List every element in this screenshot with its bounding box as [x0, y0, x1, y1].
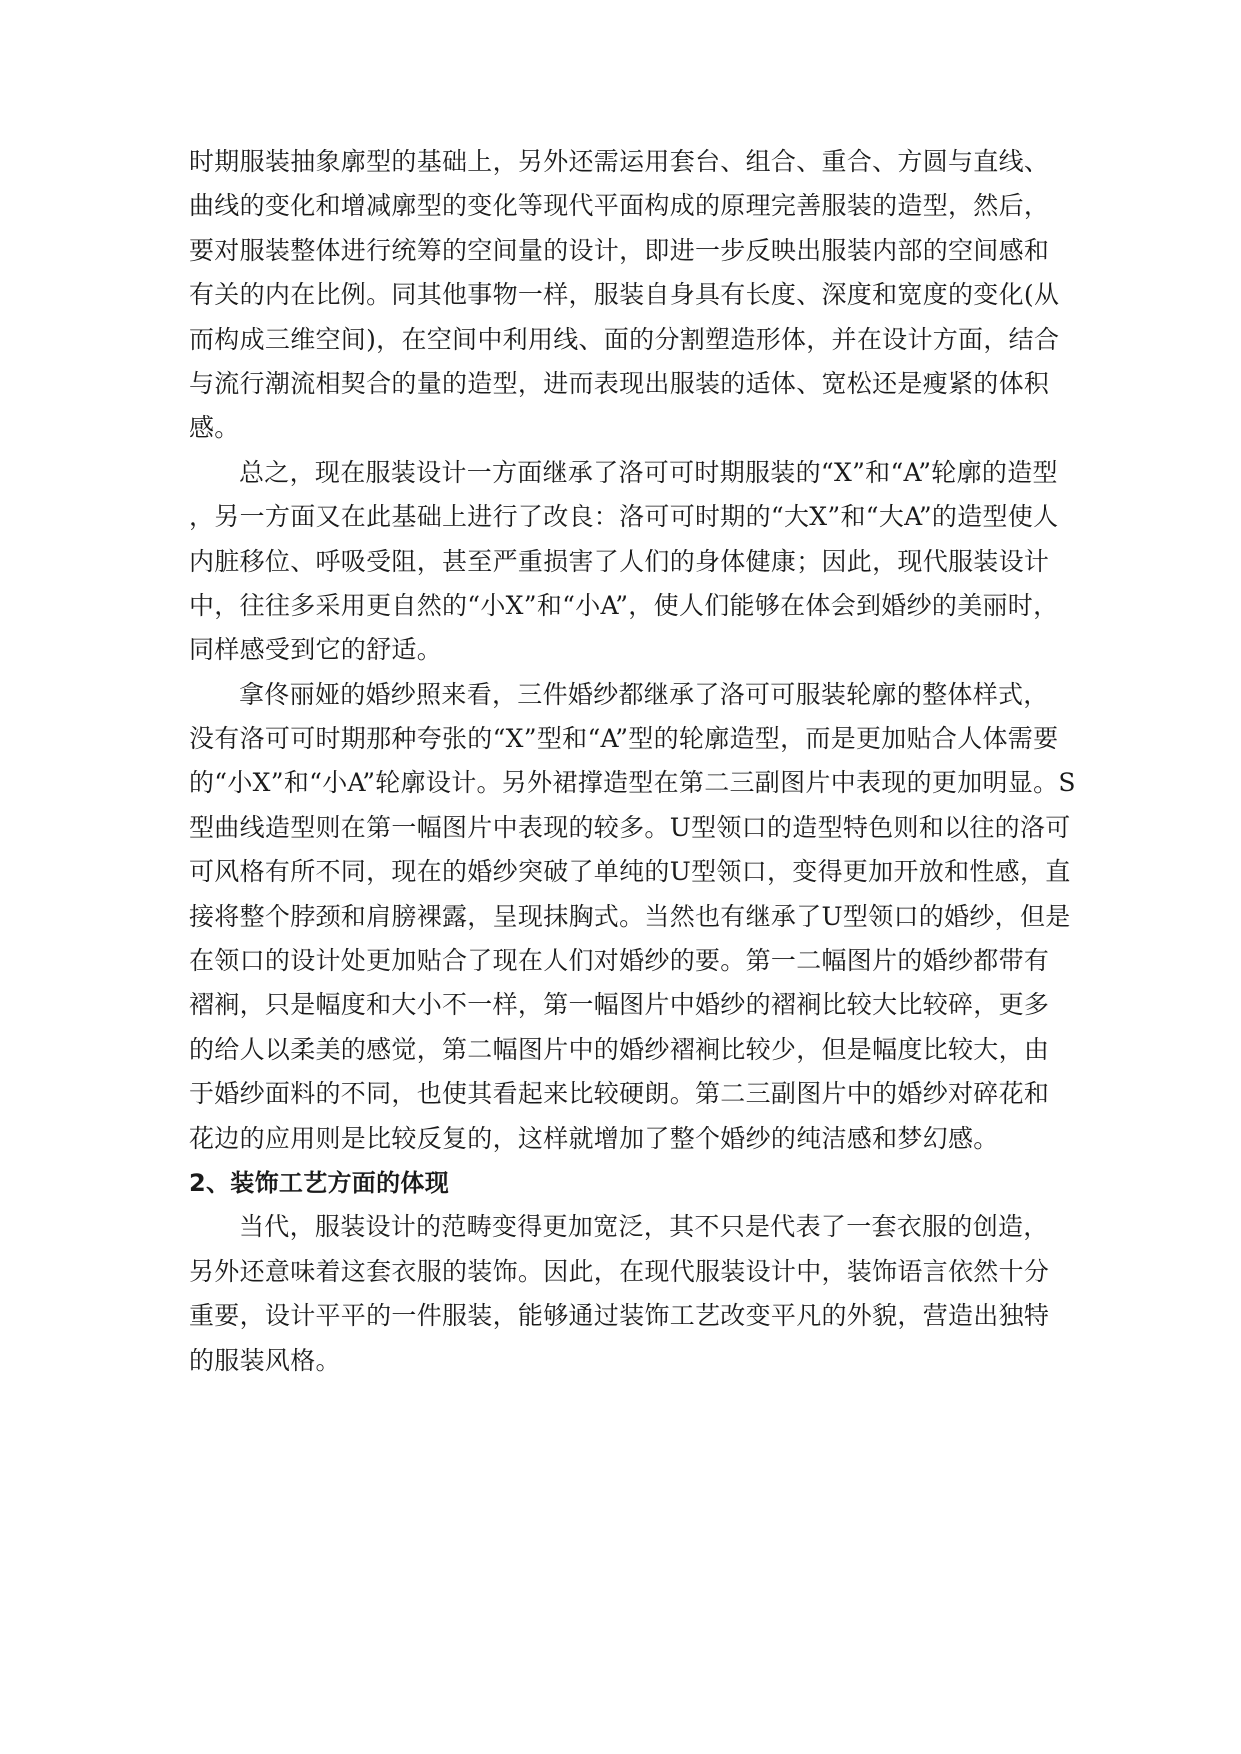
text-line: 的服装风格。 — [189, 1345, 341, 1375]
text-line: 另外还意味着这套衣服的装饰。因此，在现代服装设计中，装饰语言依然十分 — [189, 1256, 1050, 1286]
text-line: 型曲线造型则在第一幅图片中表现的较多。U型领口的造型特色则和以往的洛可 — [189, 812, 1071, 842]
text-line: 时期服装抽象廓型的基础上，另外还需运用套台、组合、重合、方圆与直线、 — [189, 147, 1050, 176]
text-line: 的给人以柔美的感觉，第二幅图片中的婚纱褶裥比较少，但是幅度比较大，由 — [189, 1034, 1050, 1064]
text-line: 接将整个脖颈和肩膀裸露，呈现抹胸式。当然也有继承了U型领口的婚纱，但是 — [189, 901, 1071, 931]
text-line: 褶裥，只是幅度和大小不一样，第一幅图片中婚纱的褶裥比较大比较碎，更多 — [189, 990, 1050, 1020]
text-line: ，另一方面又在此基础上进行了改良：洛可可时期的“大X”和“大A”的造型使人 — [189, 502, 1059, 532]
text-line: 重要，设计平平的一件服装，能够通过装饰工艺改变平凡的外貌，营造出独特 — [189, 1301, 1050, 1331]
text-line: 花边的应用则是比较反复的，这样就增加了整个婚纱的纯洁感和梦幻感。 — [189, 1123, 999, 1153]
paragraph-4 — [189, 1205, 1069, 1383]
text-line: 总之，现在服装设计一方面继承了洛可可时期服装的“X”和“A”轮廓的造型 — [239, 457, 1058, 487]
text-line: 没有洛可可时期那种夸张的“X”型和“A”型的轮廓造型，而是更加贴合人体需要 — [189, 724, 1059, 754]
text-line: 于婚纱面料的不同，也使其看起来比较硬朗。第二三副图片中的婚纱对碎花和 — [189, 1079, 1050, 1109]
paragraph-1 — [189, 140, 1069, 451]
text-line: 当代，服装设计的范畴变得更加宽泛，其不只是代表了一套衣服的创造， — [239, 1212, 1049, 1242]
text-line: 的“小X”和“小A”轮廓设计。另外裙撑造型在第二三副图片中表现的更加明显。S — [189, 768, 1076, 798]
text-line: 中，往往多采用更自然的“小X”和“小A”，使人们能够在体会到婚纱的美丽时， — [189, 590, 1059, 620]
text-line: 而构成三维空间)，在空间中利用线、面的分割塑造形体，并在设计方面，结合 — [189, 324, 1060, 354]
text-line: 同样感受到它的舒适。 — [189, 635, 443, 665]
text-line: 有关的内在比例。同其他事物一样，服装自身具有长度、深度和宽度的变化(从 — [189, 280, 1060, 310]
text-line: 要对服装整体进行统筹的空间量的设计，即进一步反映出服装内部的空间感和 — [189, 235, 1050, 265]
paragraph-2 — [189, 451, 1069, 673]
body-text — [189, 140, 1076, 1383]
text-line: 感。 — [189, 413, 240, 443]
text-line: 在领口的设计处更加贴合了现在人们对婚纱的要。第一二幅图片的婚纱都带有 — [189, 946, 1050, 976]
section-heading: 2、装饰工艺方面的体现 — [189, 1168, 449, 1197]
text-line: 内脏移位、呼吸受阻，甚至严重损害了人们的身体健康；因此，现代服装设计 — [189, 546, 1050, 576]
text-line: 与流行潮流相契合的量的造型，进而表现出服装的适体、宽松还是瘦紧的体积 — [189, 368, 1050, 398]
paragraph-3 — [189, 673, 1076, 1161]
text-line: 可风格有所不同，现在的婚纱突破了单纯的U型领口，变得更加开放和性感，直 — [189, 857, 1071, 887]
text-line: 拿佟丽娅的婚纱照来看，三件婚纱都继承了洛可可服装轮廓的整体样式， — [239, 679, 1049, 709]
text-line: 曲线的变化和增减廓型的变化等现代平面构成的原理完善服装的造型，然后， — [189, 191, 1050, 221]
